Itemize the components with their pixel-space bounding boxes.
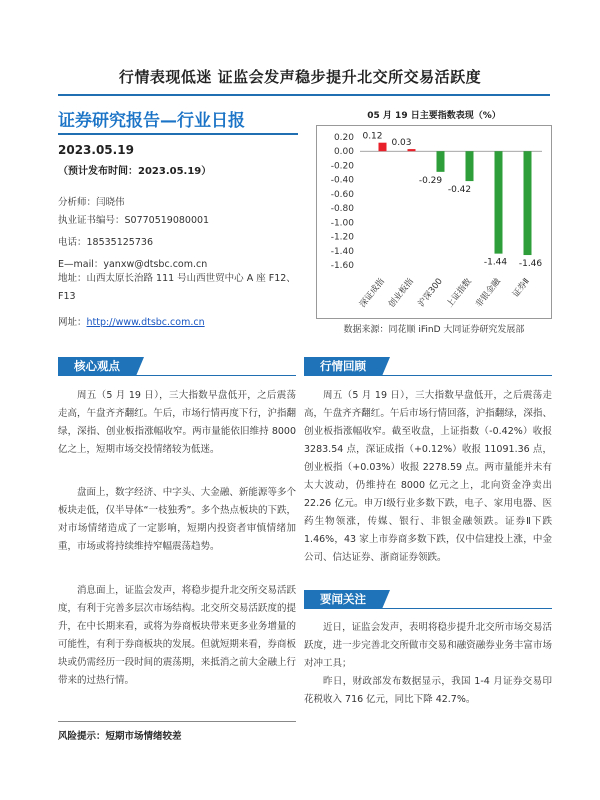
core-paragraph-3: 消息面上，证监会发声，将稳步提升北交所交易活跃度，有利于完善多层次市场结构。北交所交易活跃度的提升，在中长期来看，或将为券商板块带来更多业务增量的可能性，有利于券商板块的发展。但就短期来看，券商板块或仍需经历一段时间的震荡期，来抵消之前大金融上行带来的过热行情。 <box>58 585 296 686</box>
core-paragraph-1: 周五（5 月 19 日），三大指数早盘低开，之后震荡走高，午盘齐齐翻红。午后，市场行情再度下行，沪指翻绿，深指、创业板指涨幅收窄。两市量能依旧维持 8000 亿之上，短期市场交投情绪较为低迷。 <box>58 390 296 455</box>
y-tick-label: -0.80 <box>330 204 354 215</box>
headline-rule <box>58 94 550 96</box>
website-label: 网址： <box>58 317 87 328</box>
core-view-header <box>58 356 296 376</box>
bar <box>495 151 503 253</box>
y-tick-label: -1.40 <box>330 246 354 257</box>
data-label: -1.46 <box>518 259 543 270</box>
data-label: -0.29 <box>418 175 443 186</box>
market-review-title: 行情回顾 <box>304 357 382 376</box>
x-tick-label: 深证成指 <box>358 276 387 310</box>
bar <box>466 151 474 181</box>
y-tick-label: 0.00 <box>333 147 354 158</box>
data-label: -0.42 <box>447 185 472 196</box>
chart-title: 05 月 19 日主要指数表现（%） <box>367 111 501 121</box>
website-link[interactable]: http://www.dtsbc.com.cn <box>86 317 205 328</box>
bar <box>524 151 532 255</box>
website-line <box>58 314 205 328</box>
news-paragraph-2: 昨日，财政部发布数据显示，我国 1-4 月证券交易印花税收入 716 亿元，同比下降 42.7%。 <box>304 676 552 705</box>
data-label: -1.44 <box>483 257 508 268</box>
report-title: 证券研究报告—行业日报 <box>58 111 245 131</box>
market-review-header <box>304 356 552 376</box>
publish-time: （预计发布时间：2023.05.19） <box>58 166 212 177</box>
chart-source: 数据来源：同花顺 iFinD 大同证券研究发展部 <box>343 325 525 335</box>
analyst-email: E—mail：yanxw@dtsbc.com.cn <box>58 259 208 270</box>
core-paragraph-2: 盘面上，数字经济、中字头、大金融、新能源等多个板块走低，仅半导体“一枝独秀”。多个热点板块的下跌，对市场情绪造成了一定影响，短期内投资者审慎情绪加重，市场或将持续维持窄幅震荡趋势。 <box>58 487 296 552</box>
x-tick-label: 上证指数 <box>445 276 474 310</box>
market-paragraph-1: 周五（5 月 19 日），三大指数早盘低开，之后震荡走高，午盘齐齐翻红。午后市场行情回落，沪指翻绿，深指、创业板指涨幅收窄。截至收盘，上证指数（-0.42%）收报 3283.54 点，深证成指（+0.12%）收报 11091.36 点，创业板指（+0.03%）收报 2278.59 点。两市量能并未有太大波动，仍维持在 8000 亿元之上，北向资金净卖出 22.26 亿元。申万Ⅰ级行业多数下跌，电子、家用电器、医药生物领涨，传媒、银行、非银金融领跌。证券Ⅱ下跌 1.46%，43 家上市券商多数下跌，仅中信建投上涨，中金公司、信达证券、浙商证券领跌。 <box>304 390 552 563</box>
x-tick-label: 非银金融 <box>474 276 503 310</box>
core-view-title: 核心观点 <box>58 357 136 376</box>
index-performance-chart <box>316 125 552 319</box>
y-tick-label: -0.60 <box>330 189 354 200</box>
y-tick-label: -1.00 <box>330 218 354 229</box>
bar <box>437 151 445 172</box>
analyst-cert: 执业证书编号：S0770519080001 <box>58 215 210 226</box>
analyst-address: 地址：山西太原长治路 111 号山西世贸中心 A 座 F12、F13 <box>58 273 296 302</box>
risk-divider <box>58 721 296 722</box>
y-tick-label: -1.60 <box>330 261 354 271</box>
risk-warning: 风险提示：短期市场情绪较差 <box>58 731 182 742</box>
bar <box>379 143 387 152</box>
data-label: 0.12 <box>362 131 383 142</box>
news-header <box>304 589 552 609</box>
data-label: 0.03 <box>391 138 412 149</box>
y-tick-label: -0.40 <box>330 175 354 186</box>
analyst-name: 分析师：闫晓伟 <box>58 197 125 208</box>
page-headline: 行情表现低迷 证监会发声稳步提升北交所交易活跃度 <box>118 68 482 86</box>
y-tick-label: -1.20 <box>330 232 354 243</box>
news-paragraph-1: 近日，证监会发声，表明将稳步提升北交所市场交易活跃度，进一步完善北交所做市交易和融资融券业务丰富市场对冲工具； <box>304 622 552 669</box>
x-tick-label: 沪深300 <box>416 276 445 310</box>
analyst-phone: 电话：18535125736 <box>58 237 153 248</box>
report-date: 2023.05.19 <box>58 143 134 157</box>
x-tick-label: 证券Ⅱ <box>510 276 532 300</box>
title-rule <box>58 133 298 135</box>
news-title: 要闻关注 <box>304 590 382 609</box>
x-tick-label: 创业板指 <box>387 276 416 310</box>
y-tick-label: -0.20 <box>330 161 354 172</box>
bar <box>408 149 416 151</box>
y-tick-label: 0.20 <box>333 133 354 143</box>
